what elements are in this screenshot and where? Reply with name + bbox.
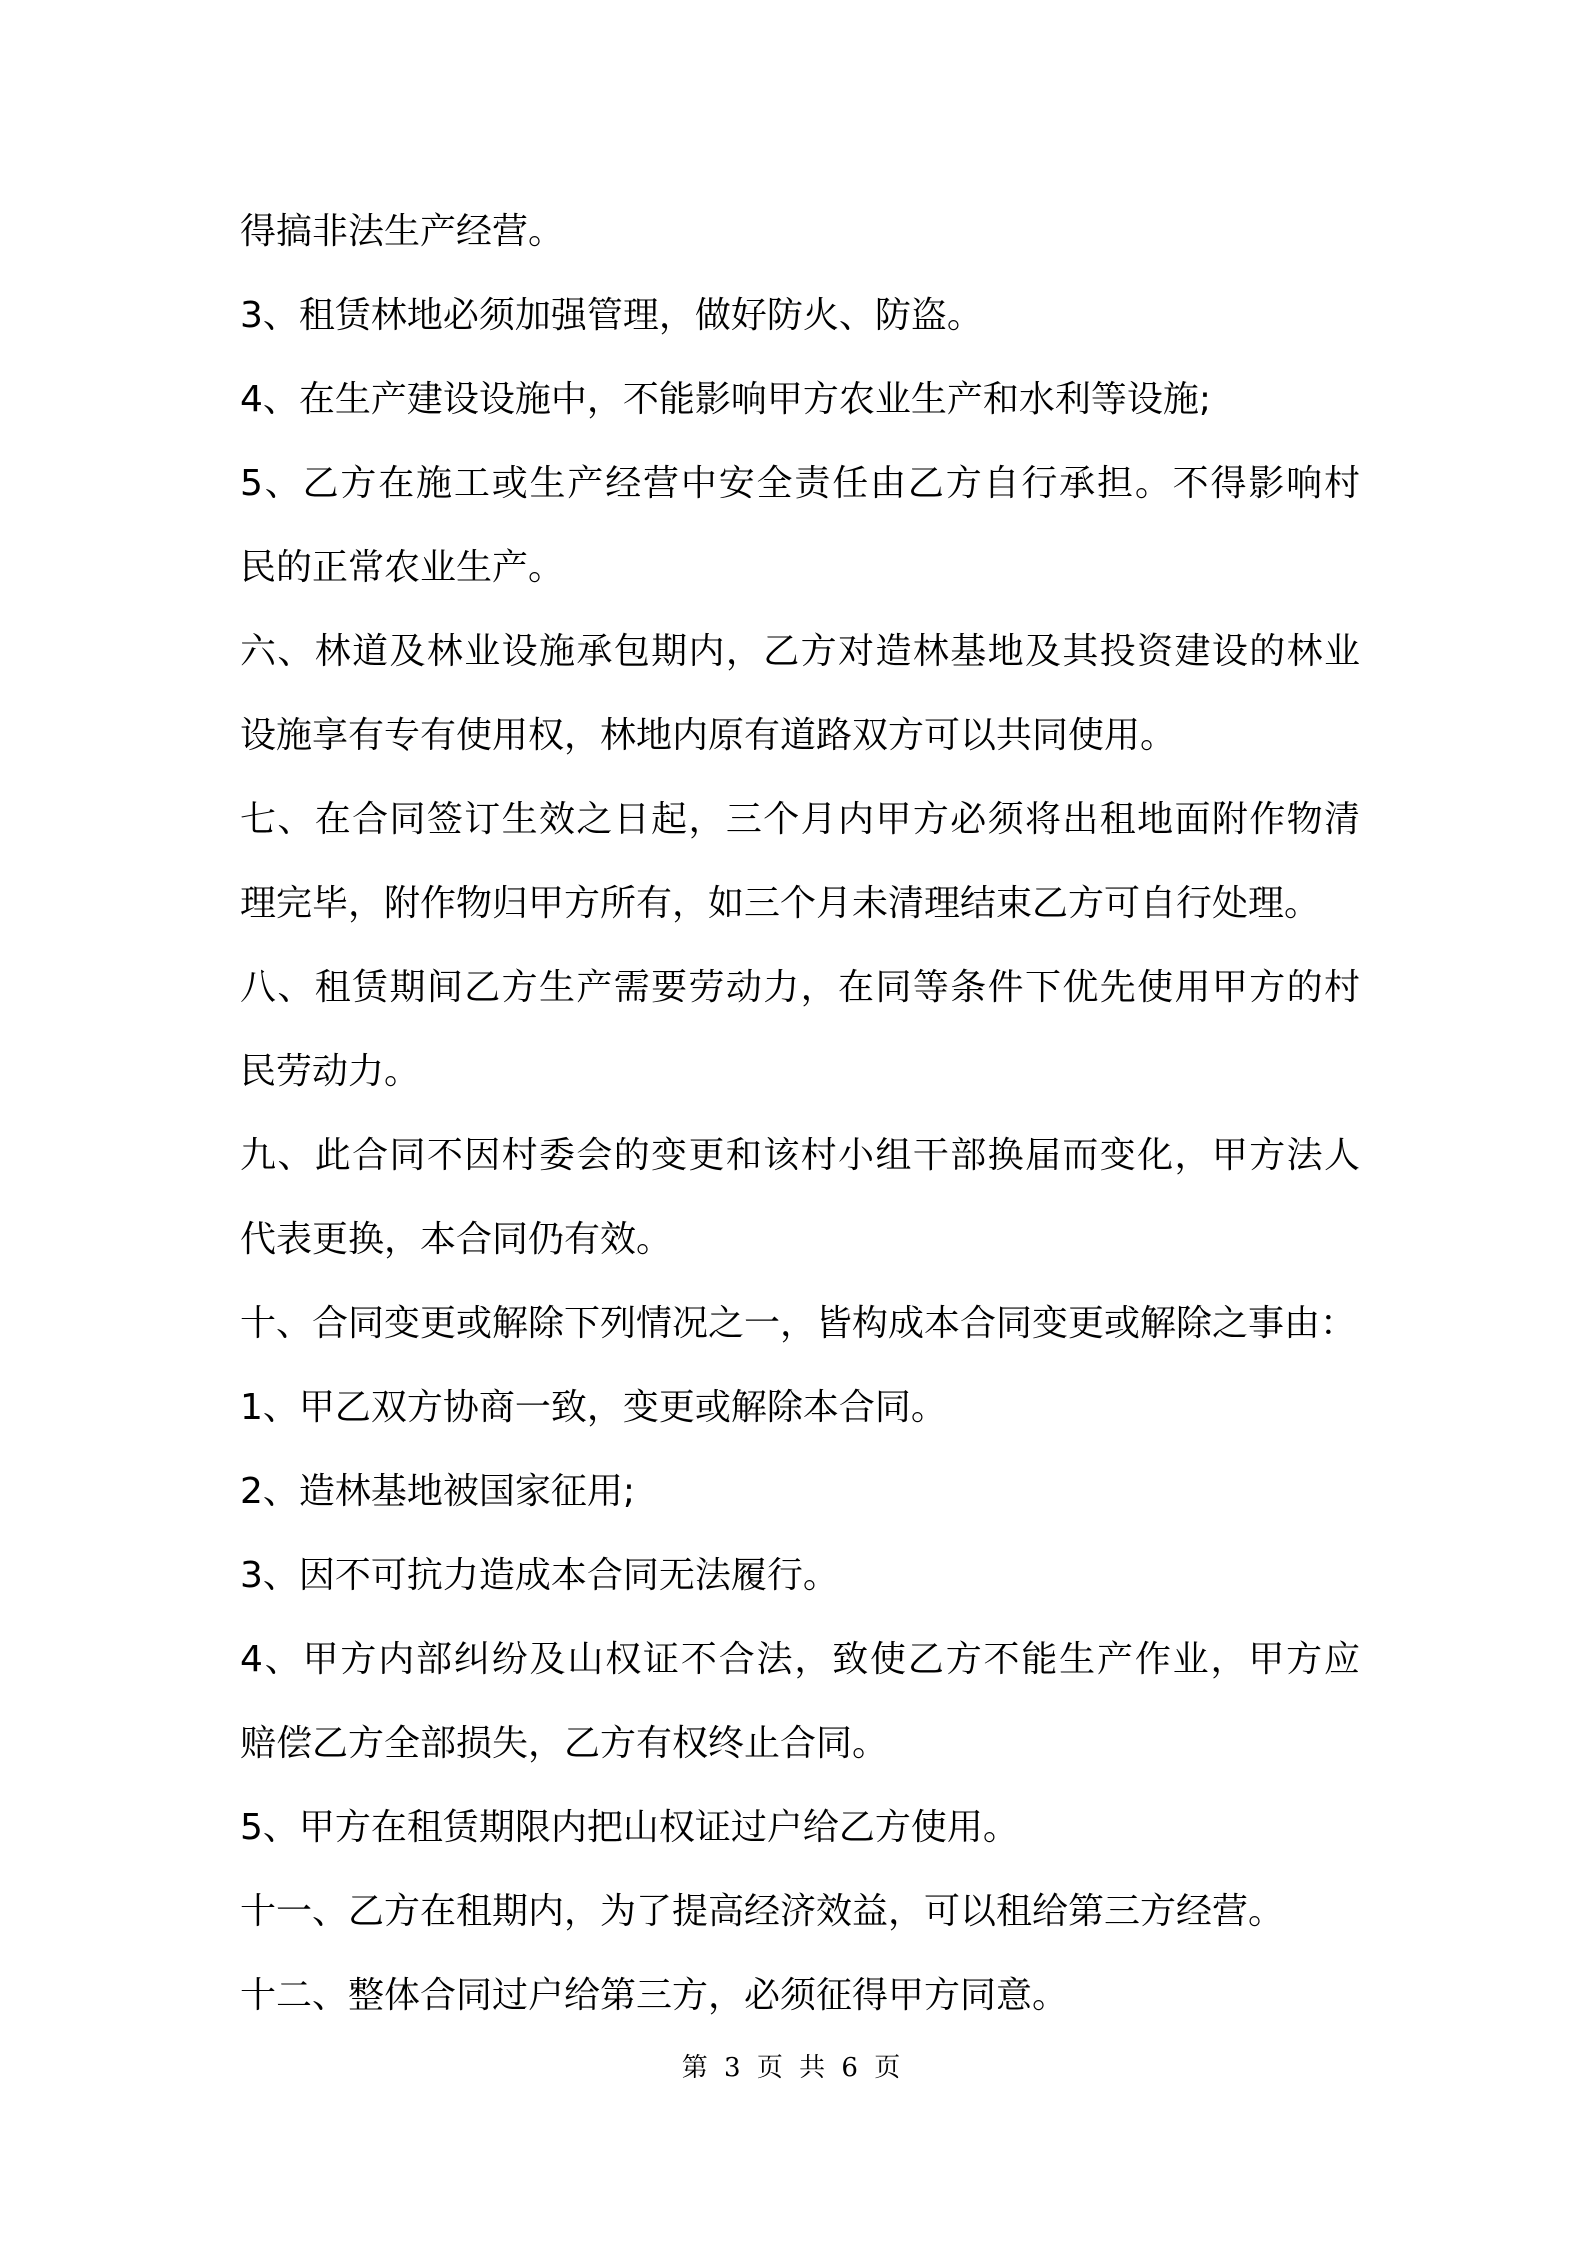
text-line: 七、在合同签订生效之日起，三个月内甲方必须将出租地面附作物清 [240,799,1360,840]
text-line: 3、租赁林地必须加强管理，做好防火、防盗。 [240,295,983,336]
text-line: 5、甲方在租赁期限内把山权证过户给乙方使用。 [240,1807,1019,1848]
text-line: 代表更换，本合同仍有效。 [240,1219,673,1260]
text-line: 六、林道及林业设施承包期内，乙方对造林基地及其投资建设的林业 [240,631,1360,672]
text-line: 2、造林基地被国家征用; [240,1471,636,1512]
text-line: 赔偿乙方全部损失，乙方有权终止合同。 [240,1723,889,1764]
text-line: 十、合同变更或解除下列情况之一，皆构成本合同变更或解除之事由： [240,1303,1357,1344]
text-line: 理完毕，附作物归甲方所有，如三个月未清理结束乙方可自行处理。 [240,883,1321,924]
text-line: 得搞非法生产经营。 [240,211,565,252]
text-line: 十一、乙方在租期内，为了提高经济效益，可以租给第三方经营。 [240,1891,1285,1932]
text-line: 八、租赁期间乙方生产需要劳动力，在同等条件下优先使用甲方的村 [240,967,1360,1008]
text-line: 设施享有专有使用权，林地内原有道路双方可以共同使用。 [240,715,1177,756]
text-line: 民的正常农业生产。 [240,547,565,588]
text-line: 5、乙方在施工或生产经营中安全责任由乙方自行承担。不得影响村 [240,463,1360,504]
text-line: 1、甲乙双方协商一致，变更或解除本合同。 [240,1387,947,1428]
document-body [240,190,1360,2038]
text-line: 3、因不可抗力造成本合同无法履行。 [240,1555,839,1596]
text-line: 民劳动力。 [240,1051,421,1092]
text-line: 4、甲方内部纠纷及山权证不合法，致使乙方不能生产作业，甲方应 [240,1639,1360,1680]
text-line: 九、此合同不因村委会的变更和该村小组干部换届而变化，甲方法人 [240,1135,1360,1176]
text-line: 十二、整体合同过户给第三方，必须征得甲方同意。 [240,1975,1069,2016]
text-line: 4、在生产建设设施中，不能影响甲方农业生产和水利等设施; [240,379,1212,420]
page-number-footer: 第 3 页 共 6 页 [681,2053,905,2083]
